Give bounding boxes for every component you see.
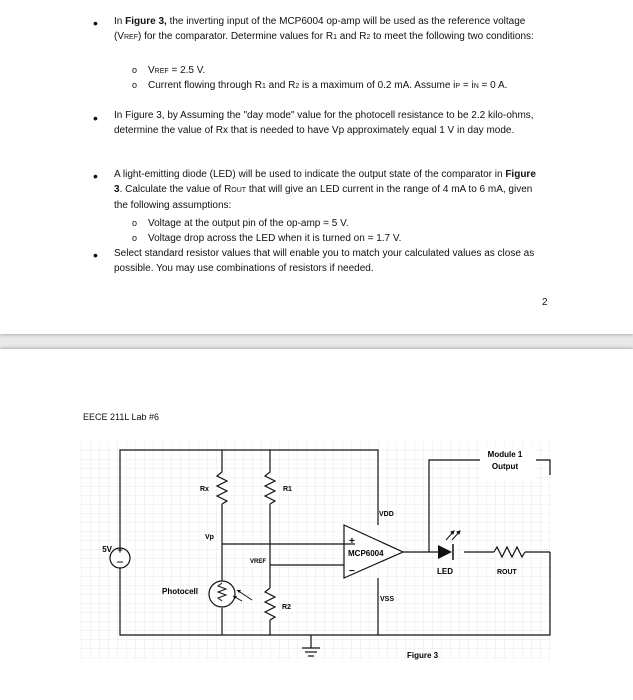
bullet-marker: • [93,110,98,126]
r2-label: R2 [282,604,291,611]
bullet-2-text: In Figure 3, by Assuming the "day mode" value for the photocell resistance to be 2.2 kilo-ohms, determine the value of Rx that is needed to have Vp approximately equal 1 V in day mode. [114,110,534,136]
lab-header: EECE 211L Lab #6 [83,412,160,422]
module-label-line1: Module 1 [487,450,523,459]
page-number: 2 [542,297,548,308]
rx-label: Rx [200,486,209,493]
vp-label: Vp [205,534,214,541]
opamp-plus: + [349,536,355,547]
opamp-minus: − [349,566,355,577]
bullet-3-text: A light-emitting diode (LED) will be used to indicate the output state of the comparator in Figure 3. Calculate the value of ROUT that will give an LED current in the range of 4 mA to 6 mA, given the following assumptions: [114,169,536,211]
sub-item-current: o Current flowing through R1 and R2 is a maximum of 0.2 mA. Assume iP = iN = 0 A. [132,80,508,91]
r1-label: R1 [283,486,292,493]
sub-item-output-voltage: o Voltage at the output pin of the op-amp = 5 V. [132,218,349,229]
vref-label: VREF [250,559,267,565]
bullet-marker: • [93,15,98,31]
grid-background [80,442,550,660]
bullet-1-text: In Figure 3, the inverting input of the MCP6004 op-amp will be used as the reference voltage (VREF) for the comparator. Determine values for R1 and R2 to meet the following two conditions: [114,16,534,42]
bullet-4-text: Select standard resistor values that will enable you to match your calculated values as close as possible. You may use combinations of resistors if needed. [114,248,535,274]
opamp-label: MCP6004 [348,549,384,558]
vdd-label: VDD [379,511,394,518]
sub-item-vref: o VREF = 2.5 V. [132,65,206,76]
vss-label: VSS [380,596,395,603]
rout-label: ROUT [497,569,517,576]
module-label-line2: Output [491,462,519,471]
svg-text:+: + [117,545,123,555]
source-label: 5V [102,545,112,554]
sub-item-led-drop: o Voltage drop across the LED when it is turned on = 1.7 V. [132,233,402,244]
bullet-marker: • [93,168,98,184]
photocell-label: Photocell [162,587,199,596]
figure-caption: Figure 3 [407,651,439,660]
bullet-marker: • [93,247,98,263]
led-label: LED [437,567,453,576]
